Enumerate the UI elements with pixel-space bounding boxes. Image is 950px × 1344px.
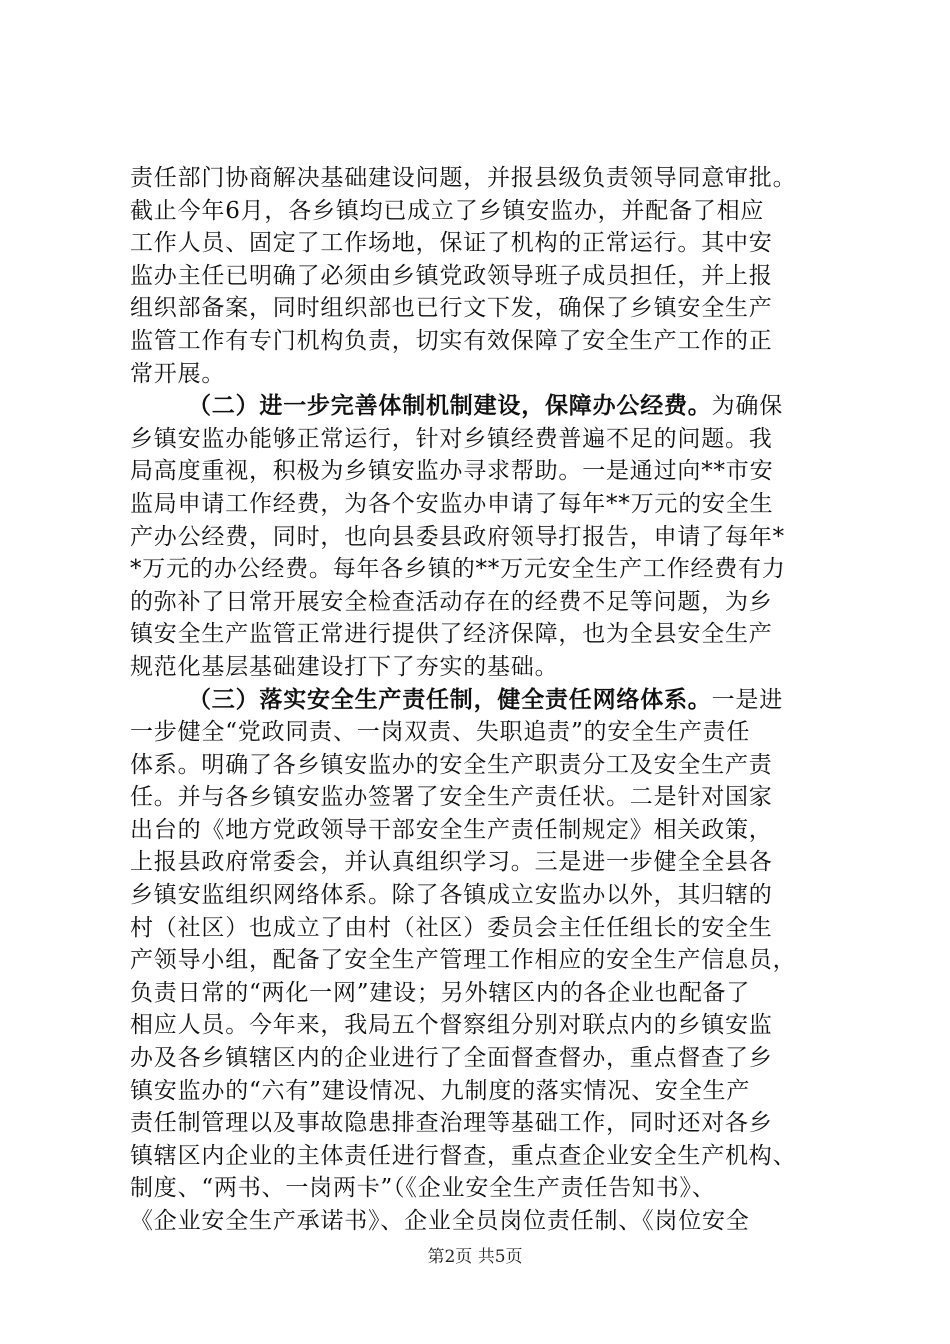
text-line: 监管工作有专门机构负责，切实有效保障了安全生产工作的正 bbox=[130, 327, 773, 354]
text-line: 镇安全生产监管正常进行提供了经济保障，也为全县安全生产 bbox=[130, 621, 773, 648]
text-run: 为确保 bbox=[711, 393, 784, 420]
section-heading: （二）进一步完善体制机制建设，保障办公经费。 bbox=[188, 392, 712, 420]
text-line: 乡镇安监办能够正常运行，针对乡镇经费普遍不足的问题。我 bbox=[130, 425, 773, 452]
text-line: 局高度重视，积极为乡镇安监办寻求帮助。一是通过向**市安 bbox=[130, 458, 774, 485]
text-line: 镇安监办的“六有”建设情况、九制度的落实情况、安全生产 bbox=[130, 1077, 751, 1104]
text-line: 任。并与各乡镇安监办签署了安全生产责任状。二是针对国家 bbox=[130, 784, 773, 811]
text-line: 办及各乡镇辖区内的企业进行了全面督查督办，重点督查了乡 bbox=[130, 1045, 773, 1072]
text-line: 截止今年6月，各乡镇均已成立了乡镇安监办，并配备了相应 bbox=[130, 197, 765, 224]
paragraph-first-line bbox=[130, 390, 830, 423]
text-line: 制度、“两书、一岗两卡”（《企业安全生产责任告知书》、 bbox=[130, 1175, 716, 1202]
text-line: 出台的《地方党政领导干部安全生产责任制规定》相关政策， bbox=[130, 816, 773, 843]
text-line: 上报县政府常委会，并认真组织学习。三是进一步健全全县各 bbox=[130, 849, 773, 876]
text-line: 村（社区）也成立了由村（社区）委员会主任任组长的安全生 bbox=[130, 914, 773, 941]
text-line: 监办主任已明确了必须由乡镇党政领导班子成员担任，并上报 bbox=[130, 262, 773, 289]
paragraph-1 bbox=[130, 162, 830, 390]
text-line: 责任制管理以及事故隐患排查治理等基础工作，同时还对各乡 bbox=[130, 1110, 773, 1137]
text-line: 规范化基层基础建设打下了夯实的基础。 bbox=[130, 653, 559, 680]
text-line: 镇辖区内企业的主体责任进行督查，重点查企业安全生产机构、 bbox=[130, 1142, 797, 1169]
text-line: 组织部备案，同时组织部也已行文下发，确保了乡镇安全生产 bbox=[130, 295, 773, 322]
text-line: 产办公经费，同时，也向县委县政府领导打报告，申请了每年* bbox=[130, 523, 785, 550]
text-line: 《企业安全生产承诺书》、企业全员岗位责任制、《岗位安全 bbox=[130, 1208, 750, 1234]
document-body bbox=[130, 162, 830, 1238]
text-line: 监局申请工作经费，为各个安监办申请了每年**万元的安全生 bbox=[130, 490, 774, 517]
text-line: 一步健全“党政同责、一岗双责、失职追责”的安全生产责任 bbox=[130, 719, 751, 746]
paragraph-2 bbox=[130, 390, 830, 683]
text-line: 工作人员、固定了工作场地，保证了机构的正常运行。其中安 bbox=[130, 230, 773, 257]
text-line: 的弥补了日常开展安全检查活动存在的经费不足等问题，为乡 bbox=[130, 588, 773, 615]
paragraph-3 bbox=[130, 684, 830, 1238]
text-line: 产领导小组，配备了安全生产管理工作相应的安全生产信息员， bbox=[130, 947, 797, 974]
text-run: 一是进 bbox=[711, 686, 784, 713]
text-line: 相应人员。今年来，我局五个督察组分别对联点内的乡镇安监 bbox=[130, 1012, 773, 1039]
text-line: 负责日常的“两化一网”建设；另外辖区内的各企业也配备了 bbox=[130, 979, 751, 1006]
section-heading: （三）落实安全生产责任制，健全责任网络体系。 bbox=[188, 685, 712, 713]
text-line: 责任部门协商解决基础建设问题，并报县级负责领导同意审批。 bbox=[130, 165, 797, 191]
text-line: 常开展。 bbox=[130, 360, 226, 387]
text-line: 体系。明确了各乡镇安监办的安全生产职责分工及安全生产责 bbox=[130, 751, 773, 778]
page-number: 第2页 共5页 bbox=[427, 1247, 523, 1267]
text-line: 乡镇安监组织网络体系。除了各镇成立安监办以外，其归辖的 bbox=[130, 882, 773, 909]
page-footer bbox=[0, 1246, 950, 1268]
text-line: *万元的办公经费。每年各乡镇的**万元安全生产工作经费有力 bbox=[130, 556, 786, 583]
paragraph-first-line bbox=[130, 684, 830, 717]
